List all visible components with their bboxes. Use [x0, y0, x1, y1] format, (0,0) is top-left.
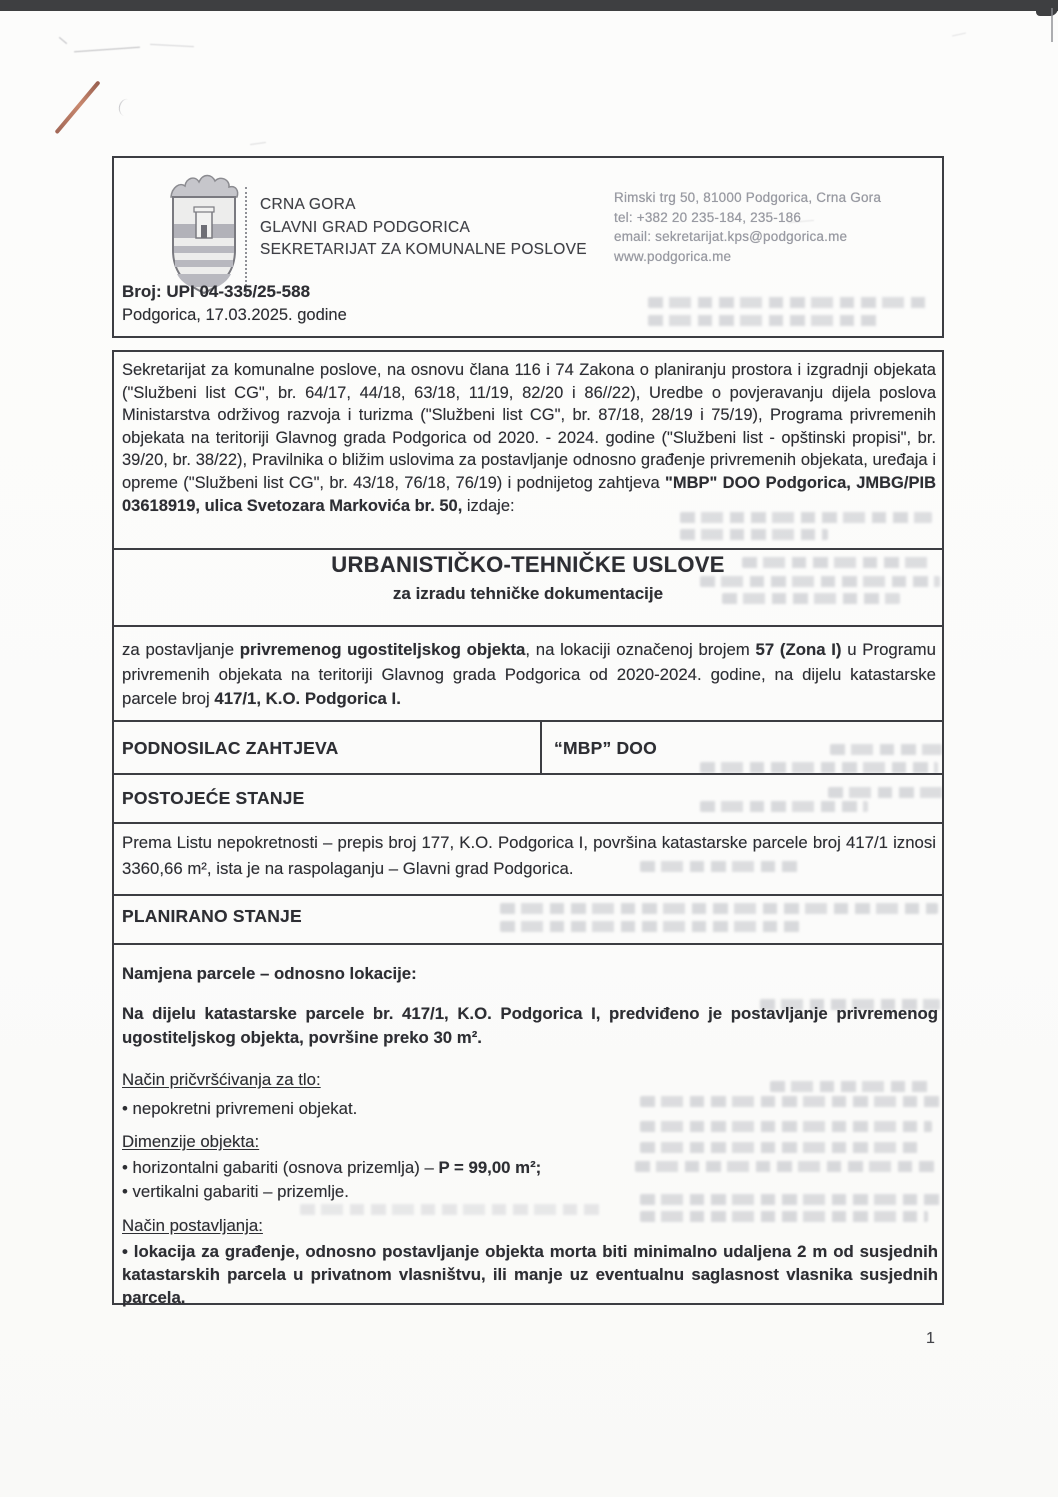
podgorica-coat-of-arms-icon	[165, 174, 243, 298]
pencil-scribble	[74, 47, 140, 53]
document-subtitle: za izradu tehničke dokumentacije	[392, 584, 664, 603]
title-block	[114, 552, 942, 604]
table-border	[114, 625, 942, 627]
pencil-scribble	[150, 44, 194, 47]
contact-phone: tel: +382 20 235-184, 235-186	[614, 209, 802, 225]
table-border	[114, 943, 942, 945]
org-line-city: GLAVNI GRAD PODGORICA	[260, 218, 471, 236]
table-border	[114, 773, 942, 775]
table-border	[114, 822, 942, 824]
red-pen-mark	[54, 80, 100, 134]
purpose-heading: Namjena parcele – odnosno lokacije:	[122, 964, 417, 983]
table-border	[114, 720, 942, 722]
contact-address: Rimski trg 50, 81000 Podgorica, Crna Gora	[614, 190, 882, 205]
letterhead-divider	[245, 187, 247, 294]
section-item-vertical-dimensions: • vertikalni gabariti – prizemlje.	[122, 1182, 349, 1201]
pencil-scribble	[59, 37, 67, 44]
contact-website: www.podgorica.me	[614, 248, 732, 264]
letterhead-box	[112, 156, 944, 338]
org-name-block	[260, 194, 587, 262]
applicant-label: PODNOSILAC ZAHTJEVA	[122, 738, 339, 758]
contact-block	[614, 188, 881, 266]
reference-number: Broj: UPI 04-335/25-588	[122, 282, 311, 301]
existing-state-label: POSTOJEĆE STANJE	[122, 788, 305, 808]
org-line-country: CRNA GORA	[260, 196, 356, 213]
place-and-date: Podgorica, 17.03.2025. godine	[122, 306, 347, 324]
section-heading-ground-attachment: Način pričvršćivanja za tlo:	[122, 1070, 321, 1089]
table-border	[114, 548, 942, 550]
planned-state-content	[122, 962, 938, 1309]
page-edge-line	[1051, 8, 1053, 42]
table-border	[114, 894, 942, 896]
section-item-horizontal-dimensions: • horizontalni gabariti (osnova prizemlja) – P = 99,00 m²;	[122, 1158, 542, 1177]
pencil-scribble	[952, 33, 966, 37]
subject-paragraph: za postavljanje privremenog ugostiteljskog objekta, na lokaciji označenoj brojem 57 (Zona I) u Programu privremenih objekata na teritoriji Glavnog grada Podgorica od 2020-2024. godine, na dijelu katastarske parcele broj 417/1, K.O. Podgorica I.	[122, 640, 936, 708]
applicant-value: “MBP” DOO	[554, 738, 657, 758]
section-item-placement: • lokacija za građenje, odnosno postavljanje objekta morta biti minimalno udaljena 2 m od susjednih katastarskih parcela u privatnom vlasništvu, ili manje uz eventualnu saglasnost vlasnika susjednih parcela.	[122, 1242, 938, 1307]
document-table	[112, 350, 944, 1305]
pencil-scribble	[117, 98, 135, 118]
section-heading-dimensions: Dimenzije objekta:	[122, 1132, 260, 1151]
intro-paragraph: Sekretarijat za komunalne poslove, na osnovu člana 116 i 74 Zakona o planiranju prostora i izgradnji objekata ("Službeni list CG", br. 64/17, 44/18, 63/18, 11/19, 82/20 i 86//22), Uredbe o povjeravanju dijela poslova Ministarstva održivog razvoja i turizma ("Službeni list CG", br. 87/18, 28/19 i 75/19), Programa privremenih objekata na teritoriji Glavnog grada Podgorica od 2020. - 2024. godine ("Službeni list - opštinski propisi", br. 39/20, br. 38/22), Pravilnika o bližim uslovima za postavljanje odnosno građenje privremenih objekata, uređaja i opreme ("Službeni list CG", br. 43/18, 76/18, 76/19) i podnijetog zahtjeva "MBP" DOO Podgorica, JMBG/PIB 03618919, ulica Svetozara Markovića br. 50, izdaje:	[122, 361, 936, 515]
org-line-secretariat: SEKRETARIJAT ZA KOMUNALNE POSLOVE	[260, 241, 587, 258]
section-heading-placement: Način postavljanja:	[122, 1216, 263, 1235]
scanner-edge-corner	[1036, 0, 1058, 16]
pencil-scribble	[250, 142, 266, 145]
contact-email: email: sekretarijat.kps@podgorica.me	[614, 229, 848, 244]
table-border	[540, 720, 542, 773]
planned-state-label: PLANIRANO STANJE	[122, 906, 302, 926]
purpose-paragraph: Na dijelu katastarske parcele br. 417/1, K.O. Podgorica I, predviđeno je postavljanje privremenog ugostiteljskog objekta, površine preko 30 m².	[122, 1004, 938, 1047]
existing-state-paragraph: Prema Listu nepokretnosti – prepis broj 177, K.O. Podgorica I, površina katastarske parcele broj 417/1 iznosi 3360,66 m², ista je na raspolaganju – Glavni grad Podgorica.	[122, 833, 936, 878]
document-title: URBANISTIČKO-TEHNIČKE USLOVE	[331, 552, 725, 577]
scanner-edge-strip	[0, 0, 1058, 11]
page-number: 1	[926, 1330, 935, 1347]
section-item-ground-attachment: • nepokretni privremeni objekat.	[122, 1099, 358, 1118]
